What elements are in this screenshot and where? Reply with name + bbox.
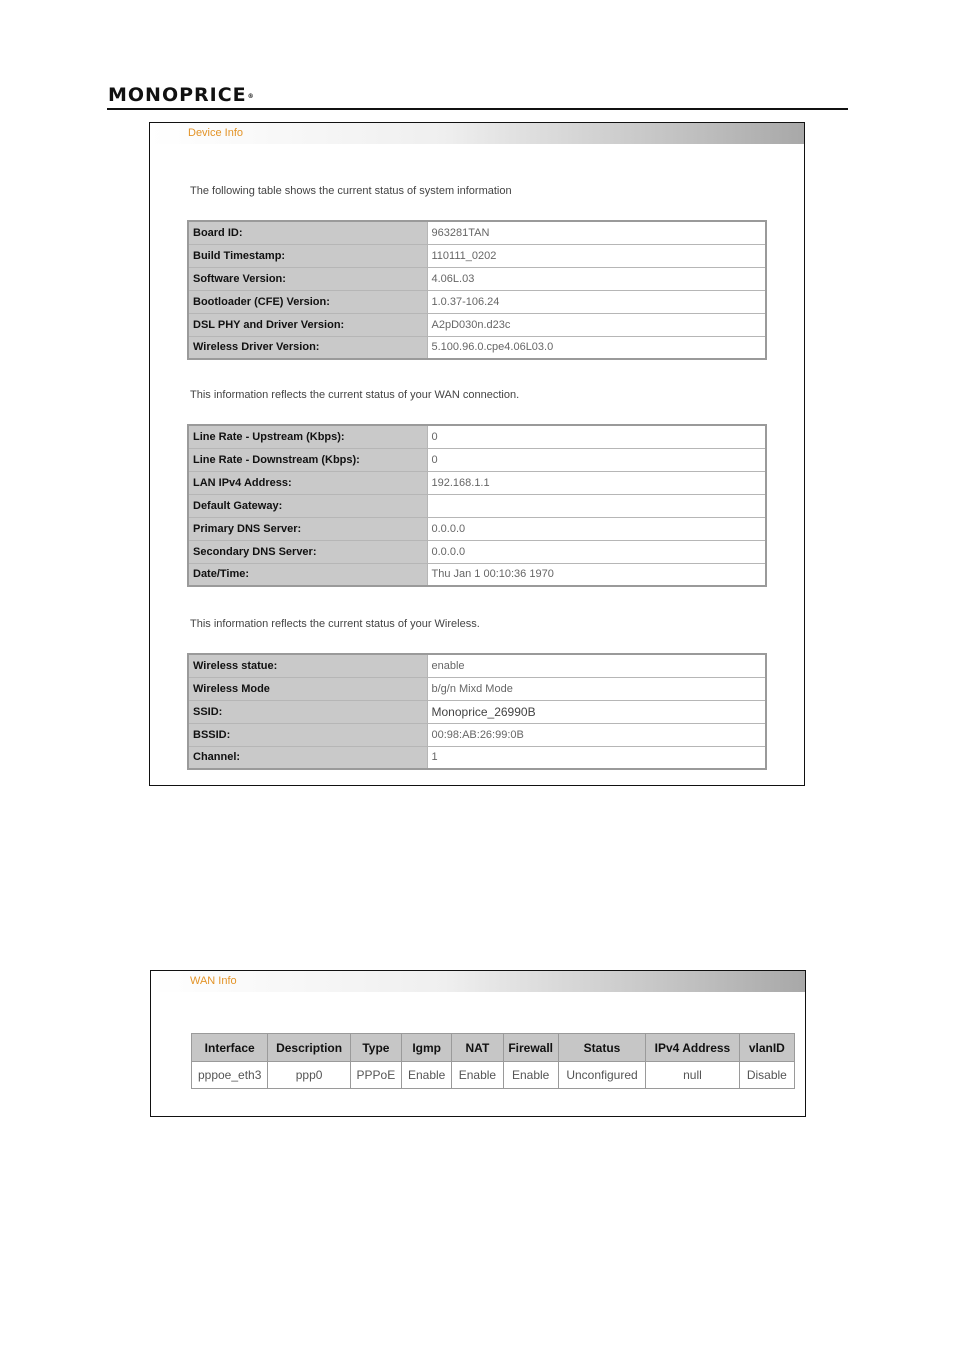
wan-column-header: vlanID — [739, 1034, 794, 1062]
wan-status-label: Primary DNS Server: — [188, 517, 427, 540]
wan-table-cell: ppp0 — [268, 1062, 350, 1089]
wireless-status-label: Channel: — [188, 746, 427, 769]
system-info-value: 963281TAN — [427, 221, 766, 244]
wan-status-value: 0 — [427, 448, 766, 471]
wan-status-intro: This information reflects the current status of your WAN connection. — [190, 389, 520, 401]
wan-status-table — [187, 424, 767, 587]
wireless-status-value: enable — [427, 654, 766, 677]
system-info-label: Build Timestamp: — [188, 244, 427, 267]
wan-status-label: Default Gateway: — [188, 494, 427, 517]
wan-column-header: Interface — [192, 1034, 268, 1062]
wan-info-title: WAN Info — [190, 975, 237, 987]
header-divider — [107, 108, 848, 110]
wireless-status-label: Wireless Mode — [188, 677, 427, 700]
wireless-status-intro: This information reflects the current status of your Wireless. — [190, 618, 480, 630]
wireless-status-label: SSID: — [188, 700, 427, 723]
wireless-status-row — [188, 700, 766, 723]
system-info-value: A2pD030n.d23c — [427, 313, 766, 336]
wan-status-row — [188, 425, 766, 448]
wan-status-value: Thu Jan 1 00:10:36 1970 — [427, 563, 766, 586]
wan-status-label: Secondary DNS Server: — [188, 540, 427, 563]
wireless-status-row — [188, 723, 766, 746]
wireless-status-value: 1 — [427, 746, 766, 769]
system-info-intro: The following table shows the current status of system information — [190, 185, 512, 197]
wan-status-row — [188, 517, 766, 540]
system-info-label: Wireless Driver Version: — [188, 336, 427, 359]
wan-table-cell: null — [646, 1062, 739, 1089]
wan-table-cell: Unconfigured — [558, 1062, 645, 1089]
wireless-status-value: 00:98:AB:26:99:0B — [427, 723, 766, 746]
wireless-status-label: BSSID: — [188, 723, 427, 746]
system-info-label: Board ID: — [188, 221, 427, 244]
system-info-row — [188, 290, 766, 313]
wan-status-label: LAN IPv4 Address: — [188, 471, 427, 494]
wireless-status-row — [188, 654, 766, 677]
wireless-status-table — [187, 653, 767, 770]
wan-column-header: Igmp — [402, 1034, 452, 1062]
device-info-title-bar — [150, 123, 804, 144]
wireless-status-value: Monoprice_26990B — [427, 700, 766, 723]
monoprice-logo — [108, 84, 255, 106]
wan-status-value: 0.0.0.0 — [427, 540, 766, 563]
system-info-row — [188, 336, 766, 359]
wan-column-header: NAT — [452, 1034, 503, 1062]
system-info-value: 1.0.37-106.24 — [427, 290, 766, 313]
wan-info-table — [191, 1033, 795, 1089]
device-info-title: Device Info — [188, 127, 244, 139]
wan-table-cell: PPPoE — [350, 1062, 401, 1089]
wan-table-cell: Enable — [452, 1062, 503, 1089]
wan-column-header: IPv4 Address — [646, 1034, 739, 1062]
wireless-status-row — [188, 746, 766, 769]
wan-status-row — [188, 494, 766, 517]
wireless-status-label: Wireless statue: — [188, 654, 427, 677]
wan-status-row — [188, 563, 766, 586]
system-info-row — [188, 244, 766, 267]
system-info-value: 5.100.96.0.cpe4.06L03.0 — [427, 336, 766, 359]
wan-status-row — [188, 540, 766, 563]
system-info-row — [188, 313, 766, 336]
wan-status-value: 0.0.0.0 — [427, 517, 766, 540]
wan-column-header: Status — [558, 1034, 645, 1062]
wan-column-header: Description — [268, 1034, 350, 1062]
wan-status-value — [427, 494, 766, 517]
wan-table-cell: Disable — [739, 1062, 794, 1089]
wan-info-panel — [150, 970, 806, 1117]
wan-status-row — [188, 471, 766, 494]
wan-status-value: 192.168.1.1 — [427, 471, 766, 494]
wan-table-cell: pppoe_eth3 — [192, 1062, 268, 1089]
system-info-table — [187, 220, 767, 360]
wan-status-label: Date/Time: — [188, 563, 427, 586]
wan-status-row — [188, 448, 766, 471]
logo-registered-mark: ® — [247, 93, 255, 100]
wan-info-title-bar — [151, 971, 805, 992]
system-info-label: Bootloader (CFE) Version: — [188, 290, 427, 313]
wan-table-row — [192, 1062, 795, 1089]
logo-text: MONOPRICE — [108, 84, 247, 106]
wireless-status-value: b/g/n Mixd Mode — [427, 677, 766, 700]
wan-column-header: Firewall — [503, 1034, 558, 1062]
system-info-label: DSL PHY and Driver Version: — [188, 313, 427, 336]
system-info-row — [188, 267, 766, 290]
wan-table-cell: Enable — [503, 1062, 558, 1089]
system-info-label: Software Version: — [188, 267, 427, 290]
system-info-value: 4.06L.03 — [427, 267, 766, 290]
wireless-status-row — [188, 677, 766, 700]
device-info-panel — [149, 122, 805, 786]
wan-status-label: Line Rate - Upstream (Kbps): — [188, 425, 427, 448]
wan-status-value: 0 — [427, 425, 766, 448]
wan-column-header: Type — [350, 1034, 401, 1062]
system-info-value: 110111_0202 — [427, 244, 766, 267]
wan-status-label: Line Rate - Downstream (Kbps): — [188, 448, 427, 471]
system-info-row — [188, 221, 766, 244]
wan-table-cell: Enable — [402, 1062, 452, 1089]
